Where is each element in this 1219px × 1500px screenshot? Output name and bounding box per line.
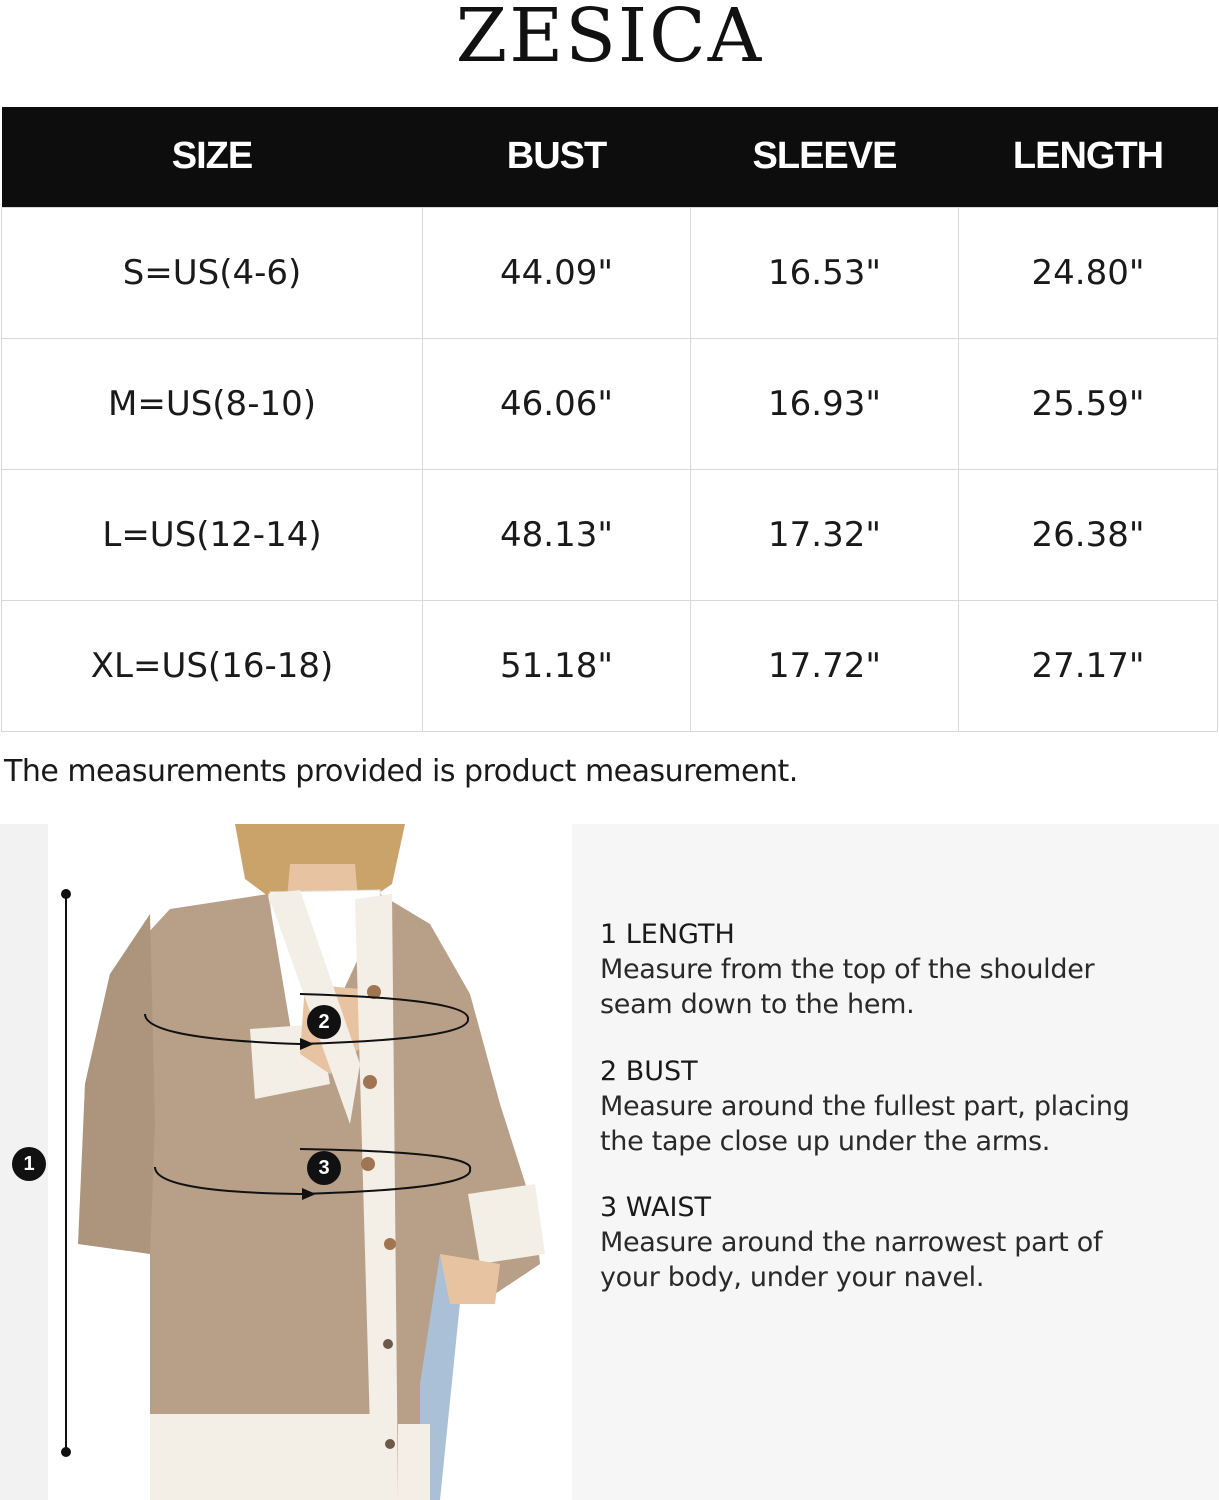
marker-1-badge xyxy=(12,1147,46,1181)
cardigan-illustration xyxy=(0,824,572,1500)
brand-logo: ZESICA xyxy=(455,0,764,79)
size-chart-table xyxy=(1,107,1218,732)
guide-bust xyxy=(600,1055,1200,1159)
button xyxy=(384,1238,396,1250)
right-cuff xyxy=(468,1184,545,1264)
marker-3-badge xyxy=(307,1151,341,1185)
header-bust: BUST xyxy=(423,107,691,207)
button xyxy=(363,1075,377,1089)
measurement-note: The measurements provided is product measurement. xyxy=(4,754,798,789)
cell-bust: 46.06" xyxy=(423,338,691,469)
guide-waist-line: Measure around the narrowest part of xyxy=(600,1227,1103,1258)
marker-3-label: 3 xyxy=(318,1156,330,1179)
cell-size: S=US(4-6) xyxy=(2,207,423,338)
table-row xyxy=(2,469,1218,600)
cell-sleeve: 17.72" xyxy=(691,600,959,731)
cell-size: L=US(12-14) xyxy=(2,469,423,600)
cell-sleeve: 16.93" xyxy=(691,338,959,469)
length-measure-top-dot xyxy=(61,889,71,899)
cell-length: 25.59" xyxy=(959,338,1218,469)
cell-sleeve: 16.53" xyxy=(691,207,959,338)
marker-1-label: 1 xyxy=(23,1152,35,1175)
button xyxy=(361,1157,375,1171)
cell-bust: 51.18" xyxy=(423,600,691,731)
table-row xyxy=(2,600,1218,731)
guide-length-line: Measure from the top of the shoulder xyxy=(600,954,1095,985)
header-size: SIZE xyxy=(2,107,423,207)
cell-length: 27.17" xyxy=(959,600,1218,731)
measuring-guide-panel xyxy=(572,824,1219,1500)
table-row xyxy=(2,207,1218,338)
guide-length xyxy=(600,918,1200,1022)
marker-2-label: 2 xyxy=(318,1010,330,1033)
guide-bust-title: 2 BUST xyxy=(600,1056,698,1087)
header-sleeve: SLEEVE xyxy=(691,107,959,207)
guide-bust-line: the tape close up under the arms. xyxy=(600,1126,1051,1157)
cell-length: 26.38" xyxy=(959,469,1218,600)
button xyxy=(383,1339,393,1349)
length-measure-bottom-dot xyxy=(61,1447,71,1457)
hem-trim-right xyxy=(398,1424,430,1500)
guide-bust-line: Measure around the fullest part, placing xyxy=(600,1091,1130,1122)
cell-sleeve: 17.32" xyxy=(691,469,959,600)
button xyxy=(385,1439,395,1449)
cell-size: XL=US(16-18) xyxy=(2,600,423,731)
guide-length-line: seam down to the hem. xyxy=(600,989,915,1020)
guide-length-title: 1 LENGTH xyxy=(600,919,735,950)
cell-bust: 44.09" xyxy=(423,207,691,338)
cell-bust: 48.13" xyxy=(423,469,691,600)
table-row xyxy=(2,338,1218,469)
guide-waist-title: 3 WAIST xyxy=(600,1192,712,1223)
product-photo-panel xyxy=(0,824,572,1500)
cell-length: 24.80" xyxy=(959,207,1218,338)
guide-waist-line: your body, under your navel. xyxy=(600,1262,985,1293)
hem-trim xyxy=(150,1414,378,1500)
header-length: LENGTH xyxy=(959,107,1218,207)
guide-waist xyxy=(600,1191,1200,1295)
marker-2-badge xyxy=(307,1005,341,1039)
sweater-left-sleeve xyxy=(78,914,155,1254)
table-header-row xyxy=(2,107,1218,207)
cell-size: M=US(8-10) xyxy=(2,338,423,469)
